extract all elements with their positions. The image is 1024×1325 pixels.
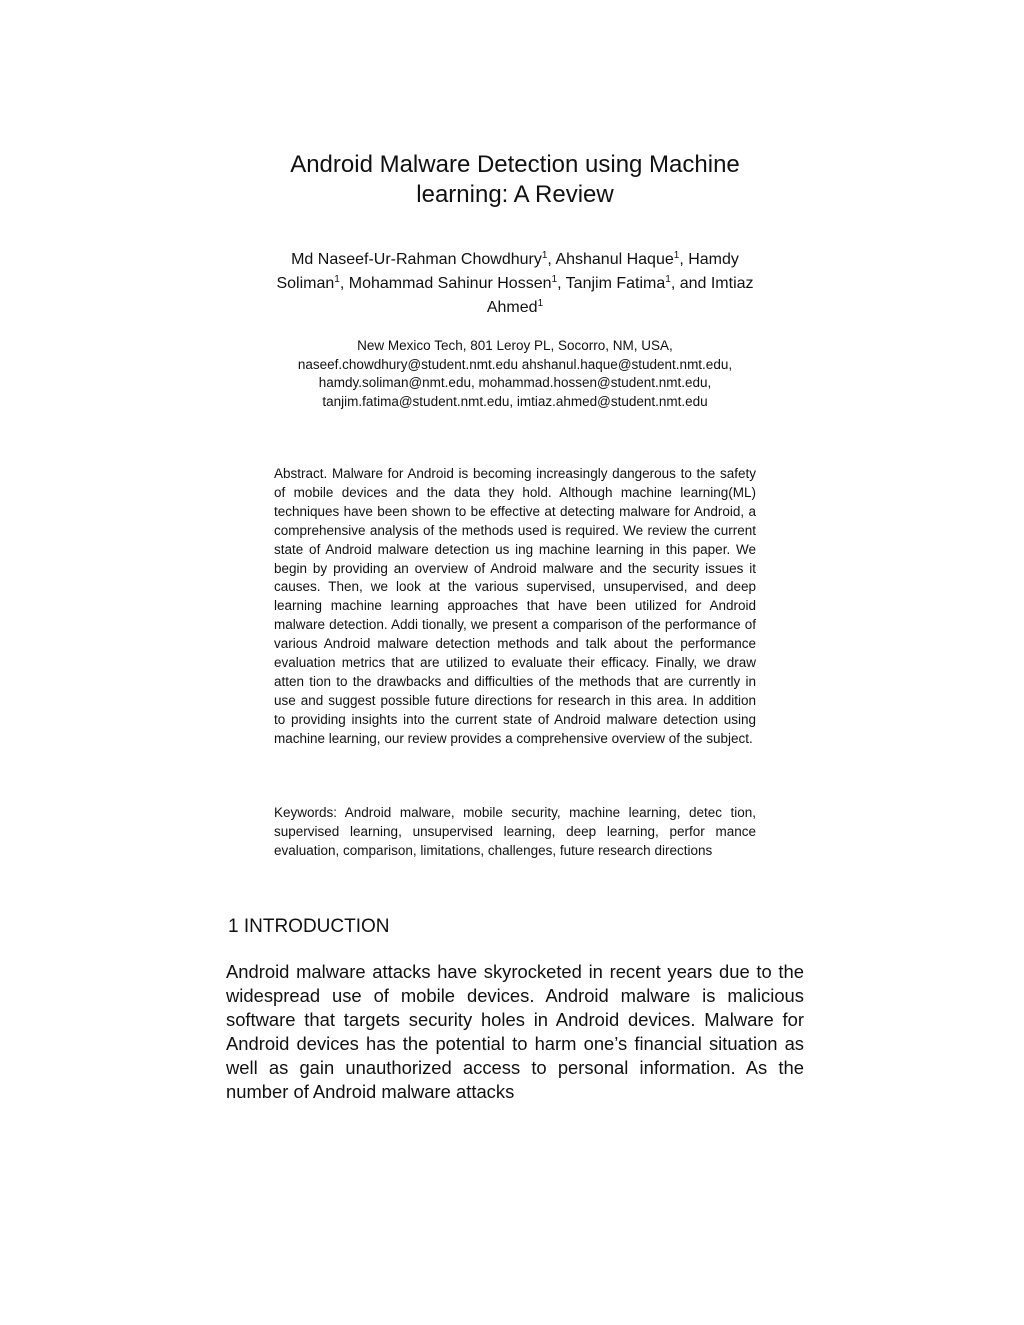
affiliation-block	[250, 337, 780, 411]
affiliation-line-3: hamdy.soliman@nmt.edu, mohammad.hossen@student.nmt.edu,	[318, 375, 712, 390]
affiliation-mark: 1	[673, 250, 680, 261]
author-separator: ,	[547, 251, 556, 268]
section-heading-introduction: 1 INTRODUCTION	[228, 916, 390, 937]
author-list	[250, 248, 780, 320]
title-line-2: learning: A Review	[416, 181, 614, 208]
paper-title	[240, 150, 790, 210]
abstract-paragraph: Abstract. Malware for Android is becoming increasingly dangerous to the safety of mobile devices and the data they hold. Although machine learning(ML) techniques have been shown to be effective at detecting malware for Android, a comprehensive analysis of the methods used is required. We review the current state of Android malware detection us ing machine learning in this paper. We begin by providing an overview of Android malware and the security issues it causes. Then, we look at the various supervised, unsupervised, and deep learning machine learning approaches that have been utilized for Android malware detection. Addi tionally, we present a comparison of the performance of various Android malware detection methods and talk about the performance evaluation metrics that are utilized to evaluate their efficacy. Finally, we draw atten tion to the drawbacks and difficulties of the methods that are currently in use and suggest possible future directions for research in this area. In addition to providing insights into the current state of Android malware detection using machine learning, our review provides a comprehensive overview of the subject.	[274, 466, 756, 746]
author-name-part: Ahmed	[486, 299, 538, 316]
affiliation-mark: 1	[541, 250, 548, 261]
introduction-paragraph: Android malware attacks have skyrocketed in recent years due to the widespread use of mobile devices. Android malware is malicious software that targets security holes in Android devices. Malware for Android devices has the potential to harm one’s financial situation as well as gain unauthorized access to personal information. As the number of Android malware attacks	[226, 961, 804, 1102]
affiliation-mark: 1	[665, 274, 671, 285]
author-name: Md Naseef-Ur-Rahman Chowdhury	[291, 251, 542, 268]
title-line-1: Android Malware Detection using Machine	[290, 151, 740, 178]
author-separator: , and	[670, 275, 711, 292]
author-name-part: Imtiaz	[710, 275, 754, 292]
affiliation-mark: 1	[334, 274, 340, 285]
author-line-2	[250, 272, 780, 296]
author-name: Mohammad Sahinur Hossen	[348, 275, 552, 292]
author-separator: ,	[557, 275, 566, 292]
affiliation-line-4: tanjim.fatima@student.nmt.edu, imtiaz.ahmed@student.nmt.edu	[322, 393, 708, 409]
author-separator: ,	[679, 251, 689, 268]
author-separator: ,	[339, 275, 349, 292]
keywords-paragraph: Keywords: Android malware, mobile security, machine learning, detec tion, supervised learning, unsupervised learning, deep learning, perfor mance evaluation, comparison, limitations, challenges, future research directions	[274, 805, 756, 858]
affiliation-mark: 1	[537, 298, 544, 309]
author-line-1	[250, 248, 780, 272]
author-name-part: Soliman	[276, 275, 335, 292]
affiliation-line-2: naseef.chowdhury@student.nmt.edu ahshanul.haque@student.nmt.edu,	[297, 356, 733, 372]
affiliation-line-1: New Mexico Tech, 801 Leroy PL, Socorro, NM, USA,	[357, 338, 673, 353]
author-name-part: Hamdy	[688, 251, 739, 268]
author-name: Ahshanul Haque	[555, 251, 674, 268]
author-name: Tanjim Fatima	[565, 275, 666, 292]
affiliation-mark: 1	[551, 274, 558, 285]
author-line-3	[250, 296, 780, 320]
